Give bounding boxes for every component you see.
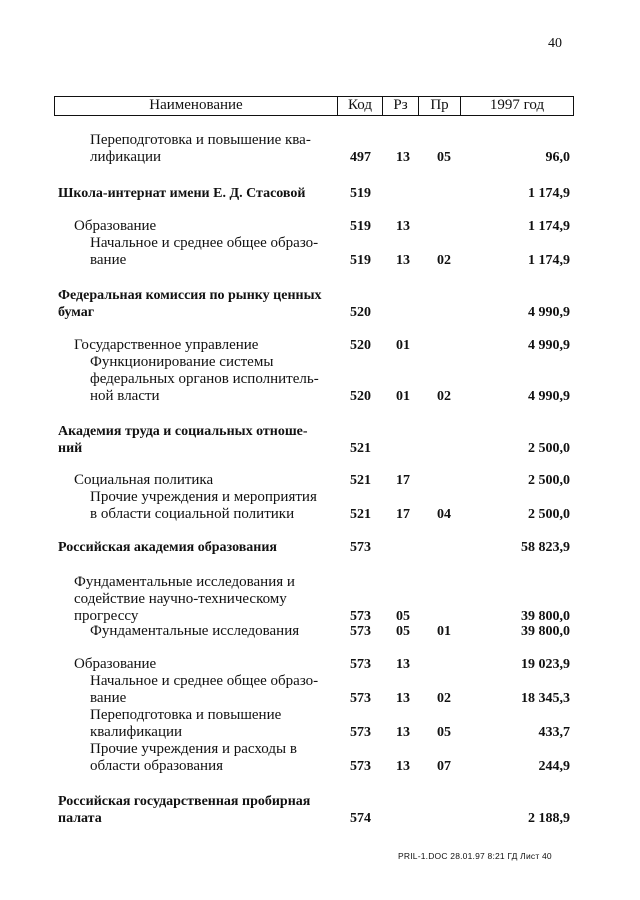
- row-rz: 17: [396, 473, 410, 488]
- row-name-line: федеральных органов исполнитель-: [90, 371, 319, 387]
- row-name-line: бумаг: [58, 305, 95, 320]
- row-value: 18 345,3: [521, 691, 570, 706]
- row-kod: 519: [350, 253, 371, 268]
- row-pr: 02: [437, 691, 451, 706]
- row-rz: 13: [396, 657, 410, 672]
- page-number: 40: [548, 36, 562, 51]
- row-kod: 573: [350, 540, 371, 555]
- row-name-line: Академия труда и социальных отноше-: [58, 424, 308, 439]
- row-kod: 521: [350, 473, 371, 488]
- header-kod: Код: [338, 97, 383, 115]
- row-value: 2 500,0: [528, 473, 570, 488]
- row-value: 19 023,9: [521, 657, 570, 672]
- row-pr: 05: [437, 150, 451, 165]
- row-rz: 13: [396, 759, 410, 774]
- row-pr: 02: [437, 389, 451, 404]
- row-kod: 573: [350, 657, 371, 672]
- row-name-line: Социальная политика: [74, 472, 214, 488]
- row-rz: 13: [396, 253, 410, 268]
- header-year: 1997 год: [489, 97, 545, 113]
- row-value: 4 990,9: [528, 305, 570, 320]
- row-value: 4 990,9: [528, 389, 570, 404]
- row-pr: 02: [437, 253, 451, 268]
- row-name-line: Начальное и среднее общее образо-: [90, 235, 319, 251]
- row-name-line: Прочие учреждения и мероприятия: [90, 489, 317, 505]
- row-value: 58 823,9: [521, 540, 570, 555]
- row-rz: 01: [396, 389, 410, 404]
- row-kod: 497: [350, 150, 371, 165]
- row-kod: 519: [350, 219, 371, 234]
- row-kod: 574: [350, 811, 371, 826]
- row-name-line: содействие научно-техническому: [74, 591, 287, 607]
- row-rz: 13: [396, 691, 410, 706]
- row-name-line: Фундаментальные исследования и: [74, 574, 295, 590]
- row-value: 244,9: [538, 759, 570, 774]
- row-name-line: квалификации: [90, 724, 183, 740]
- row-name-line: Переподготовка и повышение ква-: [90, 132, 311, 148]
- row-name-line: Российская академия образования: [58, 540, 277, 555]
- row-rz: 05: [396, 624, 410, 639]
- row-kod: 521: [350, 507, 371, 522]
- row-kod: 573: [350, 759, 371, 774]
- row-pr: 07: [437, 759, 451, 774]
- row-kod: 573: [350, 624, 371, 639]
- row-kod: 519: [350, 186, 371, 201]
- row-value: 2 188,9: [528, 811, 570, 826]
- row-name-line: ний: [58, 441, 83, 456]
- row-rz: 17: [396, 507, 410, 522]
- row-value: 1 174,9: [528, 219, 570, 234]
- row-name-line: Начальное и среднее общее образо-: [90, 673, 319, 689]
- row-name-line: Школа-интернат имени Е. Д. Стасовой: [58, 186, 306, 201]
- row-name-line: Переподготовка и повышение: [90, 707, 282, 723]
- row-name-line: вание: [90, 252, 127, 268]
- header-pr: Пр: [419, 97, 461, 115]
- row-value: 39 800,0: [521, 624, 570, 639]
- row-pr: 01: [437, 624, 451, 639]
- row-value: 1 174,9: [528, 186, 570, 201]
- row-name-line: палата: [58, 811, 102, 826]
- row-name-line: прогрессу: [74, 608, 139, 624]
- row-value: 2 500,0: [528, 441, 570, 456]
- row-rz: 05: [396, 609, 410, 624]
- header-name: Наименование: [55, 97, 338, 115]
- row-name-line: Федеральная комиссия по рынку ценных: [58, 288, 322, 303]
- row-value: 4 990,9: [528, 338, 570, 353]
- row-name-line: Образование: [74, 218, 157, 234]
- row-rz: 13: [396, 219, 410, 234]
- row-name-line: Функционирование системы: [90, 354, 274, 370]
- row-value: 1 174,9: [528, 253, 570, 268]
- row-name-line: в области социальной политики: [90, 506, 295, 522]
- row-value: 39 800,0: [521, 609, 570, 624]
- row-name-line: вание: [90, 690, 127, 706]
- row-value: 2 500,0: [528, 507, 570, 522]
- row-name-line: области образования: [90, 758, 224, 774]
- row-name-line: ной власти: [90, 388, 160, 404]
- page-footer: PRIL-1.DOC 28.01.97 8:21 ГД Лист 40: [398, 851, 552, 861]
- row-rz: 13: [396, 725, 410, 740]
- row-name-line: Прочие учреждения и расходы в: [90, 741, 297, 757]
- row-name-line: Государственное управление: [74, 337, 259, 353]
- row-kod: 520: [350, 305, 371, 320]
- row-kod: 520: [350, 389, 371, 404]
- row-pr: 04: [437, 507, 451, 522]
- row-name-line: Образование: [74, 656, 157, 672]
- row-kod: 520: [350, 338, 371, 353]
- row-kod: 521: [350, 441, 371, 456]
- row-name-line: лификации: [90, 149, 162, 165]
- row-value: 433,7: [538, 725, 570, 740]
- row-rz: 13: [396, 150, 410, 165]
- row-kod: 573: [350, 725, 371, 740]
- row-name-line: Фундаментальные исследования: [90, 623, 300, 639]
- header-rz: Рз: [383, 97, 419, 115]
- row-value: 96,0: [545, 150, 570, 165]
- row-kod: 573: [350, 609, 371, 624]
- row-name-line: Российская государственная пробирная: [58, 794, 311, 809]
- row-pr: 05: [437, 725, 451, 740]
- row-kod: 573: [350, 691, 371, 706]
- row-rz: 01: [396, 338, 410, 353]
